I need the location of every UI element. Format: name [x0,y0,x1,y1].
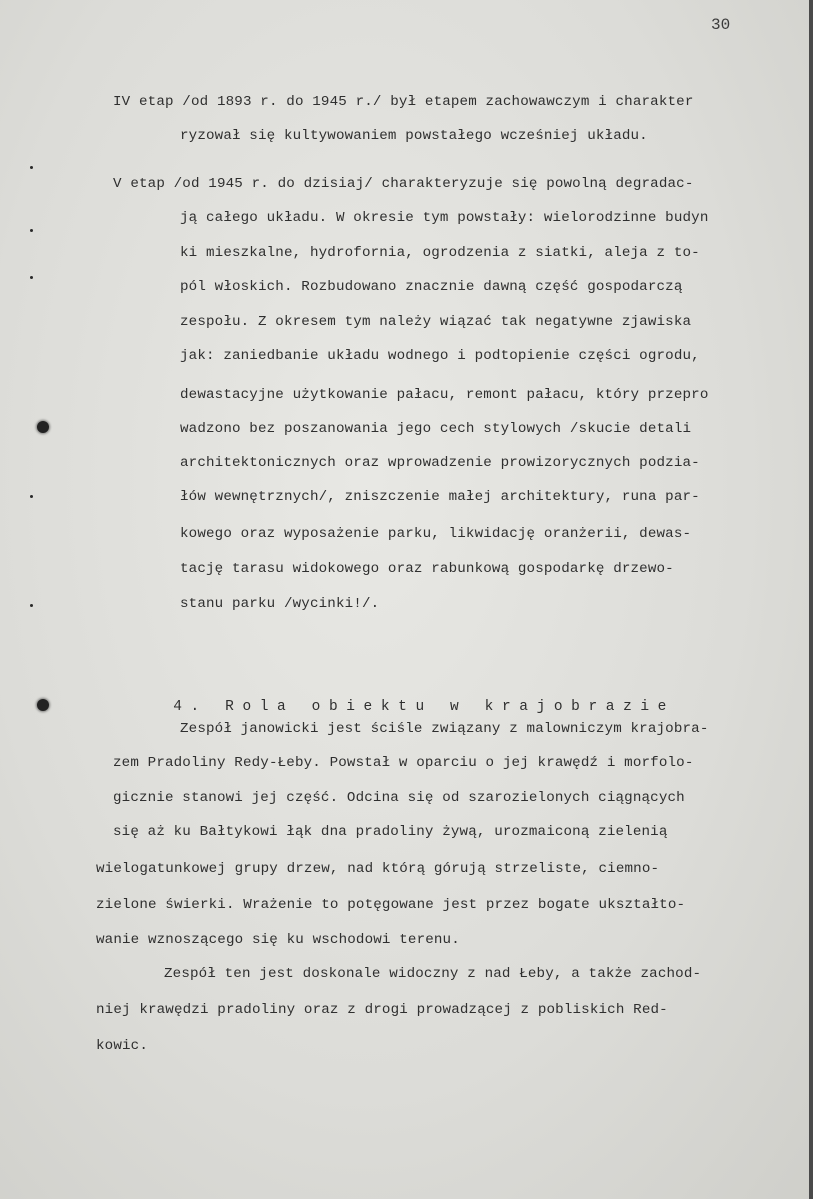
text-line: ki mieszkalne, hydrofornia, ogrodzenia z siatki, aleja z to- [180,245,700,261]
text-line: pól włoskich. Rozbudowano znacznie dawną część gospodarczą [180,279,683,295]
text-line: zielone świerki. Wrażenie to potęgowane jest przez bogate ukształto- [96,897,686,913]
text-line: Zespół janowicki jest ściśle związany z malowniczym krajobra- [180,721,709,737]
text-line: zem Pradoliny Redy-Łeby. Powstał w oparciu o jej krawędź i morfolo- [113,755,694,771]
section-title: Rola obiektu w krajobrazie [225,699,675,715]
punch-hole [37,421,49,433]
text-line: niej krawędzi pradoliny oraz z drogi prowadzącej z pobliskich Red- [96,1002,668,1018]
margin-dot [30,276,33,279]
text-line: V etap /od 1945 r. do dzisiaj/ charakteryzuje się powolną degradac- [113,176,694,192]
text-line: Zespół ten jest doskonale widoczny z nad Łeby, a także zachod- [164,966,702,982]
text-line: się aż ku Bałtykowi łąk dna pradoliny żywą, urozmaiconą zielenią [113,824,668,840]
text-line: wadzono bez poszanowania jego cech stylowych /skucie detali [180,421,692,437]
text-line: dewastacyjne użytkowanie pałacu, remont pałacu, który przepro [180,387,709,403]
page-number: 30 [711,16,731,34]
margin-dot [30,495,33,498]
text-line: ją całego układu. W okresie tym powstały: wielorodzinne budyn [180,210,709,226]
text-line: gicznie stanowi jej część. Odcina się od szarozielonych ciągnących [113,790,685,806]
text-line: ryzował się kultywowaniem powstałego wcześniej układu. [180,128,648,144]
text-line: wanie wznoszącego się ku wschodowi terenu. [96,932,460,948]
text-line: IV etap /od 1893 r. do 1945 r./ był etapem zachowawczym i charakter [113,94,694,110]
text-line: architektonicznych oraz wprowadzenie prowizorycznych podzia- [180,455,700,471]
text-line: kowego oraz wyposażenie parku, likwidację oranżerii, dewas- [180,526,692,542]
punch-hole [37,699,49,711]
text-line: tację tarasu widokowego oraz rabunkową gospodarkę drzewo- [180,561,674,577]
margin-dot [30,229,33,232]
text-line: jak: zaniedbanie układu wodnego i podtopienie części ogrodu, [180,348,700,364]
section-number: 4. [173,699,208,715]
text-line: kowic. [96,1038,148,1054]
margin-dot [30,166,33,169]
text-line: łów wewnętrznych/, zniszczenie małej architektury, runa par- [180,489,700,505]
text-line: wielogatunkowej grupy drzew, nad którą górują strzeliste, ciemno- [96,861,660,877]
text-line: stanu parku /wycinki!/. [180,596,380,612]
page-edge-shadow [809,0,813,1199]
margin-dot [30,604,33,607]
text-line: zespołu. Z okresem tym należy wiązać tak negatywne zjawiska [180,314,692,330]
